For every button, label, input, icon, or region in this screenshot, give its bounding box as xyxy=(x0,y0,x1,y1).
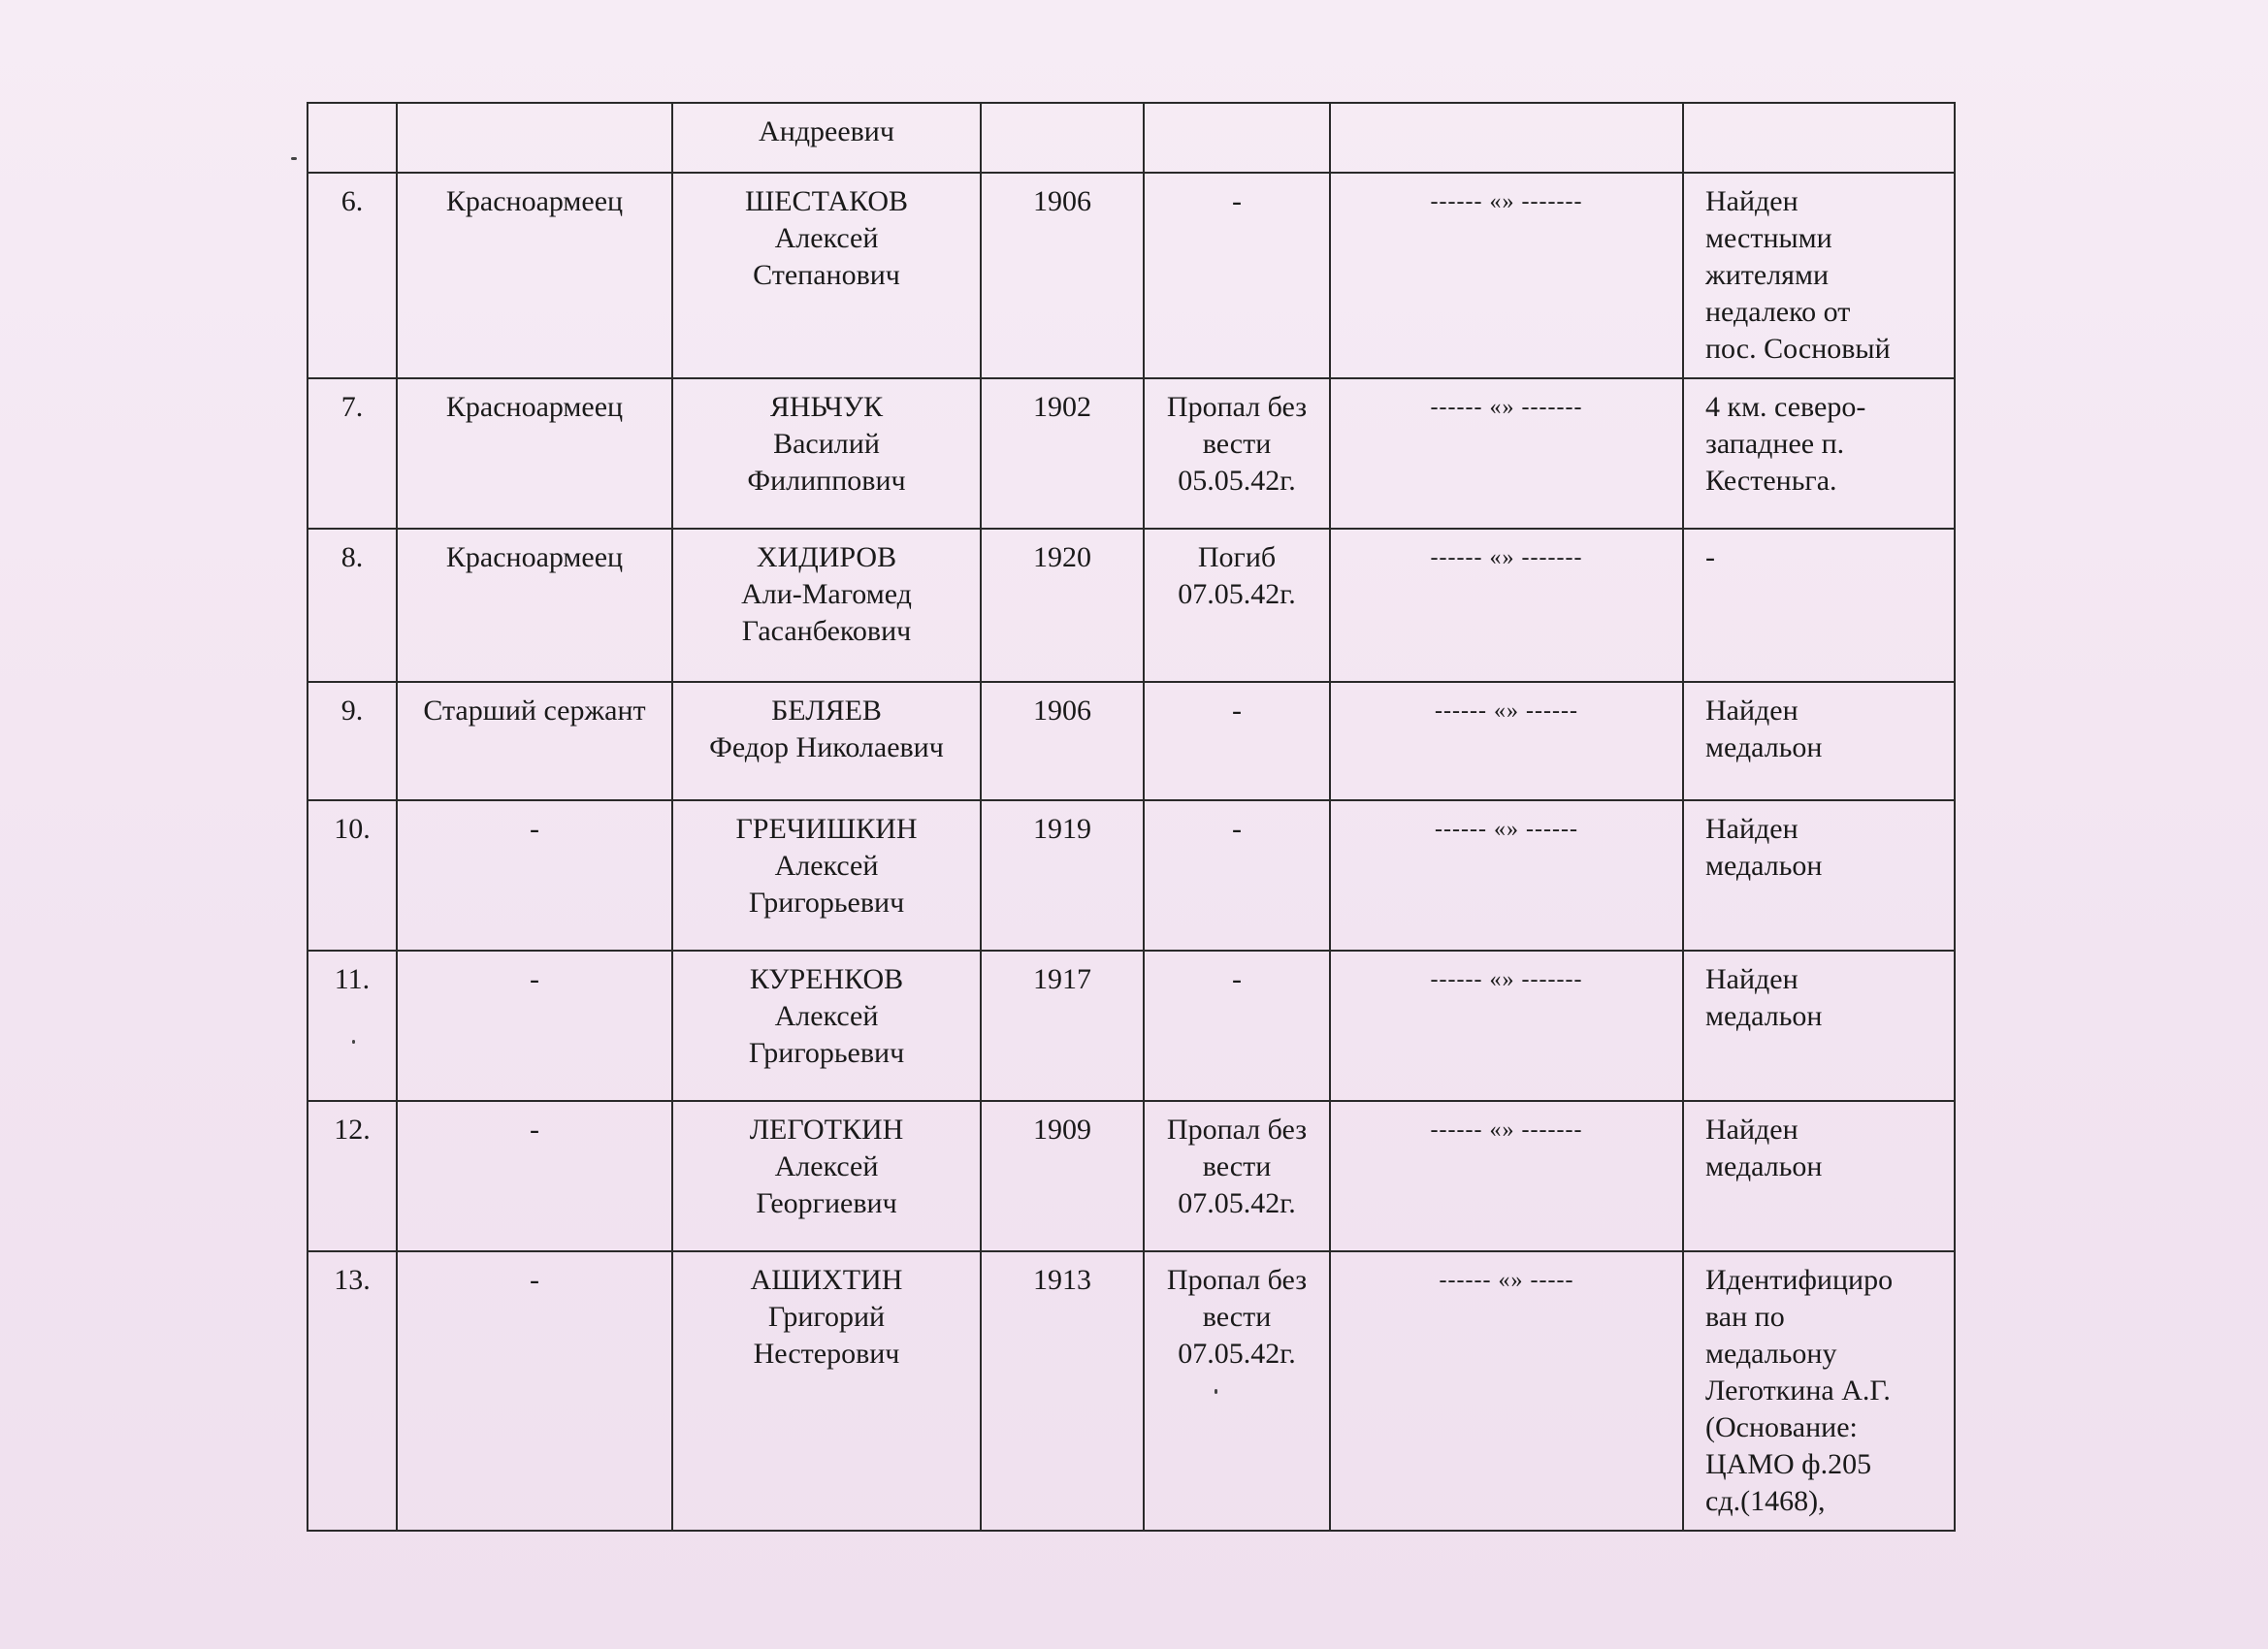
table-row xyxy=(308,1101,1955,1251)
name-cell-line: Андреевич xyxy=(759,115,894,147)
note-cell xyxy=(1683,529,1955,682)
row-number-cell: 9. xyxy=(308,682,397,800)
name-cell xyxy=(672,951,981,1101)
fate-cell-line: Пропал без xyxy=(1166,1264,1308,1296)
note-cell-line: - xyxy=(1705,541,1715,573)
note-cell-line: медальон xyxy=(1705,1000,1823,1032)
note-cell-line: ван по xyxy=(1705,1301,1785,1333)
note-cell xyxy=(1683,173,1955,378)
name-cell-line: АШИХТИН xyxy=(750,1264,903,1296)
name-cell-line: БЕЛЯЕВ xyxy=(771,695,882,727)
note-cell xyxy=(1683,951,1955,1101)
note-cell-line: сд.(1468), xyxy=(1705,1485,1826,1517)
name-cell-line: Нестерович xyxy=(753,1338,900,1370)
note-cell-line: Найден xyxy=(1705,963,1798,995)
note-cell-line: медальон xyxy=(1705,1150,1823,1182)
note-cell-line: Найден xyxy=(1705,695,1798,727)
ditto-cell: ------ «» ------ xyxy=(1330,800,1683,951)
name-cell xyxy=(672,529,981,682)
fate-cell-line: - xyxy=(1232,963,1242,995)
name-cell-line: Алексей xyxy=(774,1000,879,1032)
note-cell xyxy=(1683,1101,1955,1251)
birth-year-cell: 1913 xyxy=(981,1251,1144,1531)
name-cell xyxy=(672,1101,981,1251)
name-cell-line: Григорьевич xyxy=(748,1037,905,1069)
fate-cell-line: Пропал без xyxy=(1166,1114,1308,1146)
note-cell xyxy=(1683,1251,1955,1531)
note-cell-line: ЦАМО ф.205 xyxy=(1705,1448,1872,1480)
birth-year-cell: 1902 xyxy=(981,378,1144,529)
note-cell-line: недалеко от xyxy=(1705,296,1851,328)
table-row xyxy=(308,529,1955,682)
note-cell-line: жителями xyxy=(1705,259,1830,291)
note-cell-line: Кестеньга. xyxy=(1705,465,1837,497)
name-cell-line: Алексей xyxy=(774,1150,879,1182)
fate-cell-line: вести xyxy=(1202,428,1272,460)
ditto-cell: ------ «» ------- xyxy=(1330,1101,1683,1251)
note-cell-line: западнее п. xyxy=(1705,428,1845,460)
table-body xyxy=(308,103,1955,1531)
note-cell xyxy=(1683,682,1955,800)
row-number-cell xyxy=(308,103,397,173)
name-cell-line: ГРЕЧИШКИН xyxy=(735,813,918,845)
fate-cell xyxy=(1144,800,1330,951)
birth-year-cell xyxy=(981,103,1144,173)
note-cell-line: Идентифициро xyxy=(1705,1264,1894,1296)
note-cell-line: медальону xyxy=(1705,1338,1837,1370)
name-cell-line: Гасанбекович xyxy=(741,615,912,647)
fate-cell xyxy=(1144,103,1330,173)
note-cell-line: Найден xyxy=(1705,1114,1798,1146)
rank-cell: Красноармеец xyxy=(397,173,672,378)
rank-cell xyxy=(397,103,672,173)
name-cell-line: ЯНЬЧУК xyxy=(769,391,884,423)
table-row xyxy=(308,103,1955,173)
row-number-cell: 8. xyxy=(308,529,397,682)
rank-cell: - xyxy=(397,800,672,951)
name-cell-line: Георгиевич xyxy=(756,1187,897,1219)
fate-cell xyxy=(1144,682,1330,800)
name-cell-line: Филиппович xyxy=(747,465,906,497)
note-cell xyxy=(1683,103,1955,173)
row-number-cell: 12. xyxy=(308,1101,397,1251)
name-cell xyxy=(672,173,981,378)
fate-cell xyxy=(1144,1251,1330,1531)
table-row xyxy=(308,378,1955,529)
fate-cell-line: - xyxy=(1232,813,1242,845)
name-cell-line: Федор Николаевич xyxy=(709,731,944,763)
birth-year-cell: 1917 xyxy=(981,951,1144,1101)
note-cell-line: медальон xyxy=(1705,731,1823,763)
scan-speck xyxy=(291,157,297,160)
ditto-cell: ------ «» ------ xyxy=(1330,682,1683,800)
fate-cell-line: 07.05.42г. xyxy=(1178,1187,1296,1219)
table-row xyxy=(308,800,1955,951)
name-cell-line: Али-Магомед xyxy=(741,578,912,610)
note-cell xyxy=(1683,800,1955,951)
ditto-cell: ------ «» ------- xyxy=(1330,951,1683,1101)
row-number-cell: 6. xyxy=(308,173,397,378)
fate-cell-line: вести xyxy=(1202,1301,1272,1333)
fate-cell xyxy=(1144,378,1330,529)
note-cell-line: (Основание: xyxy=(1705,1411,1858,1443)
name-cell xyxy=(672,103,981,173)
fate-cell xyxy=(1144,529,1330,682)
fate-cell-line: - xyxy=(1232,185,1242,217)
name-cell-line: ЛЕГОТКИН xyxy=(749,1114,904,1146)
name-cell-line: Григорьевич xyxy=(748,887,905,919)
rank-cell: - xyxy=(397,1101,672,1251)
rank-cell: Старший сержант xyxy=(397,682,672,800)
note-cell-line: Леготкина А.Г. xyxy=(1705,1374,1891,1406)
name-cell xyxy=(672,682,981,800)
fate-cell xyxy=(1144,1101,1330,1251)
ditto-cell: ------ «» ------- xyxy=(1330,378,1683,529)
row-number-cell: 11. xyxy=(308,951,397,1101)
name-cell-line: Алексей xyxy=(774,850,879,882)
ditto-cell: ------ «» ------- xyxy=(1330,173,1683,378)
scan-speck xyxy=(352,1040,355,1044)
fate-cell-line: Пропал без xyxy=(1166,391,1308,423)
note-cell-line: Найден xyxy=(1705,185,1798,217)
birth-year-cell: 1906 xyxy=(981,173,1144,378)
table-row xyxy=(308,951,1955,1101)
name-cell-line: Степанович xyxy=(753,259,900,291)
name-cell-line: Алексей xyxy=(774,222,879,254)
records-table xyxy=(307,102,1956,1532)
birth-year-cell: 1906 xyxy=(981,682,1144,800)
fate-cell-line: - xyxy=(1232,695,1242,727)
birth-year-cell: 1920 xyxy=(981,529,1144,682)
fate-cell-line: вести xyxy=(1202,1150,1272,1182)
rank-cell: Красноармеец xyxy=(397,529,672,682)
name-cell-line: Василий xyxy=(773,428,880,460)
fate-cell xyxy=(1144,951,1330,1101)
name-cell-line: Григорий xyxy=(767,1301,886,1333)
name-cell xyxy=(672,378,981,529)
fate-cell-line: Погиб xyxy=(1197,541,1277,573)
note-cell xyxy=(1683,378,1955,529)
note-cell-line: пос. Сосновый xyxy=(1705,333,1891,365)
scan-speck xyxy=(1215,1389,1217,1394)
fate-cell-line: 07.05.42г. xyxy=(1178,1338,1296,1370)
rank-cell: - xyxy=(397,1251,672,1531)
fate-cell-line: 07.05.42г. xyxy=(1178,578,1296,610)
rank-cell: Красноармеец xyxy=(397,378,672,529)
name-cell xyxy=(672,800,981,951)
name-cell-line: КУРЕНКОВ xyxy=(749,963,904,995)
note-cell-line: 4 км. северо- xyxy=(1705,391,1866,423)
note-cell-line: медальон xyxy=(1705,850,1823,882)
ditto-cell xyxy=(1330,103,1683,173)
fate-cell-line: 05.05.42г. xyxy=(1178,465,1296,497)
table-row xyxy=(308,1251,1955,1531)
note-cell-line: Найден xyxy=(1705,813,1798,845)
birth-year-cell: 1919 xyxy=(981,800,1144,951)
name-cell xyxy=(672,1251,981,1531)
table-row xyxy=(308,173,1955,378)
name-cell-line: ШЕСТАКОВ xyxy=(744,185,909,217)
ditto-cell: ------ «» ------- xyxy=(1330,529,1683,682)
row-number-cell: 13. xyxy=(308,1251,397,1531)
name-cell-line: ХИДИРОВ xyxy=(756,541,897,573)
table-row xyxy=(308,682,1955,800)
ditto-cell: ------ «» ----- xyxy=(1330,1251,1683,1531)
fate-cell xyxy=(1144,173,1330,378)
row-number-cell: 10. xyxy=(308,800,397,951)
birth-year-cell: 1909 xyxy=(981,1101,1144,1251)
note-cell-line: местными xyxy=(1705,222,1832,254)
row-number-cell: 7. xyxy=(308,378,397,529)
rank-cell: - xyxy=(397,951,672,1101)
